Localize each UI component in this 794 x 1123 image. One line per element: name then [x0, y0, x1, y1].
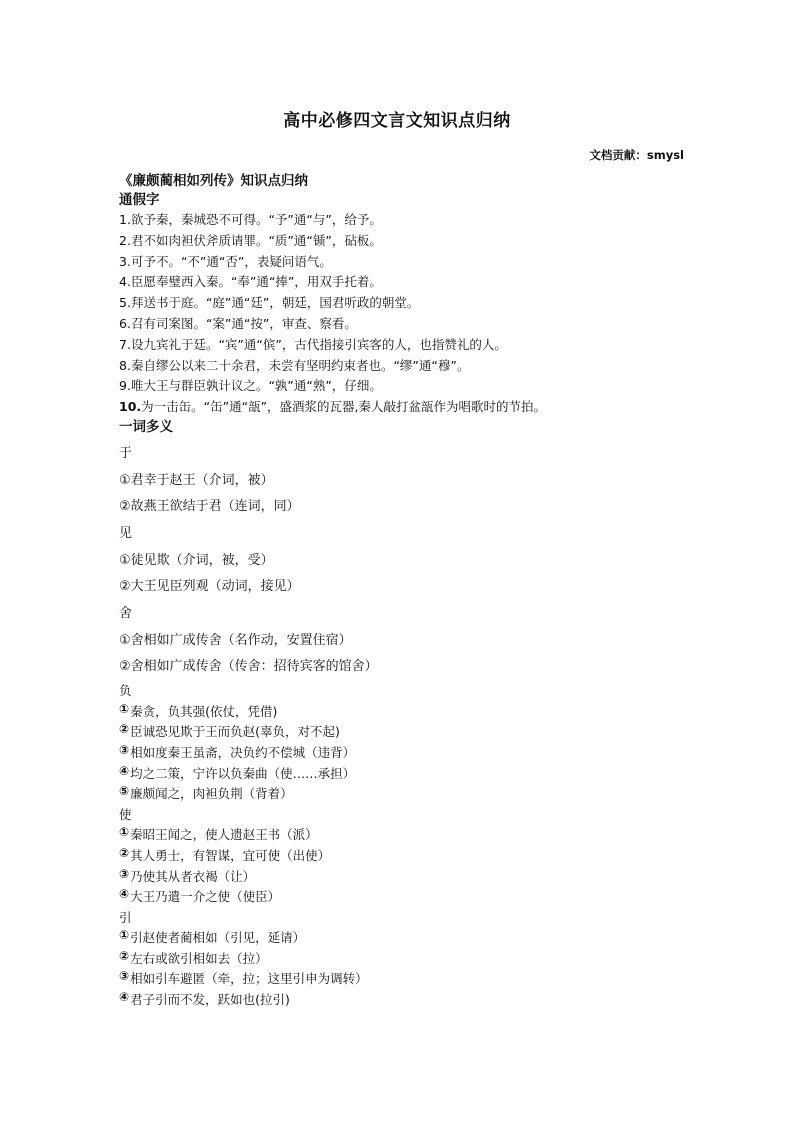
- list-item: ⑤廉颇闻之，肉袒负荆（背着）: [119, 784, 293, 802]
- word-group-yu: [119, 441, 689, 521]
- word-heading: 于: [119, 445, 133, 461]
- list-item: ①徒见欺（介词，被，受）: [119, 552, 274, 568]
- section-title: 《廉颇蔺相如列传》知识点归纳: [119, 173, 308, 189]
- word-group-jian: [119, 521, 689, 601]
- page-title: 高中必修四文言文知识点归纳: [283, 111, 511, 131]
- list-item: ④君子引而不发，跃如也(拉引): [119, 990, 290, 1008]
- list-item: ①引赵使者蔺相如（引见，延请）: [119, 928, 306, 946]
- list-item: 10.为一击缶。“缶”通“瓿”，盛酒浆的瓦器,秦人敲打盆瓿作为唱歌时的节拍。: [119, 399, 547, 415]
- word-heading: 舍: [119, 606, 133, 622]
- document-body: [119, 172, 689, 1011]
- tongjiazi-list: [119, 210, 689, 418]
- word-heading: 负: [119, 683, 132, 699]
- list-item: 7.设九宾礼于廷。“宾”通“傧”，古代指接引宾客的人，也指赞礼的人。: [119, 336, 507, 352]
- word-group-she: [119, 601, 689, 681]
- list-item: ②臣诚恐见欺于王而负赵(辜负，对不起): [119, 722, 340, 740]
- list-item: ②大王见臣列观（动词，接见）: [119, 579, 300, 595]
- list-item: 3.可予不。“不”通“否”，表疑问语气。: [119, 253, 332, 269]
- word-group-yin: [119, 908, 689, 1011]
- list-item: ②其人勇士，有智谋，宜可使（出使）: [119, 845, 331, 863]
- word-heading: 引: [119, 909, 132, 925]
- word-heading: 使: [119, 806, 132, 822]
- list-item: 2.君不如肉袒伏斧质请罪。“质”通“锧”，砧板。: [119, 232, 382, 248]
- list-item: ①君幸于赵王（介词，被）: [119, 472, 274, 488]
- word-heading: 见: [119, 526, 133, 542]
- list-item: 1.欲予秦，秦城恐不可得。“予”通“与”，给予。: [119, 212, 382, 227]
- list-item: ④大王乃遣一介之使（使臣）: [119, 887, 281, 905]
- word-group-shi: [119, 805, 689, 908]
- list-item: ③相如引车避匿（牵，拉；这里引申为调转）: [119, 969, 368, 987]
- list-item: ③相如度秦王虽斋，决负约不偿城（违背）: [119, 742, 356, 760]
- tongjiazi-heading: 通假字: [119, 192, 160, 208]
- list-item: 5.拜送书于庭。“庭”通“廷”，朝廷，国君听政的朝堂。: [119, 295, 420, 311]
- list-item: ①秦昭王闻之，使人遗赵王书（派）: [119, 825, 318, 843]
- list-item: ④均之二策，宁许以负秦曲（使……承担）: [119, 763, 356, 781]
- list-item: ①秦贪，负其强(依仗，凭借): [119, 701, 278, 719]
- word-group-fu: [119, 681, 689, 805]
- list-item: ②故燕王欲结于君（连词，同）: [119, 499, 300, 515]
- list-item: 4.臣愿奉璧西入秦。“奉”通“捧”，用双手托着。: [119, 274, 382, 290]
- list-item: ①舍相如广成传舍（名作动，安置住宿）: [119, 632, 352, 648]
- contributor-credit: 文档贡献：smysl: [589, 148, 684, 162]
- list-item: ③乃使其从者衣褐（让）: [119, 866, 256, 884]
- list-item: 8.秦自缪公以来二十余君，未尝有坚明约束者也。“缪”通“穆”。: [119, 357, 470, 373]
- list-item: ②舍相如广成传舍（传舍：招待宾客的馆舍）: [119, 659, 378, 675]
- yiciduoyi-heading: 一词多义: [119, 418, 173, 435]
- list-item: 9.唯大王与群臣孰计议之。“孰”通“熟”，仔细。: [119, 378, 382, 394]
- list-item: 6.召有司案图。“案”通“按”，审查、察看。: [119, 315, 357, 331]
- list-item: ②左右或欲引相如去（拉）: [119, 948, 268, 966]
